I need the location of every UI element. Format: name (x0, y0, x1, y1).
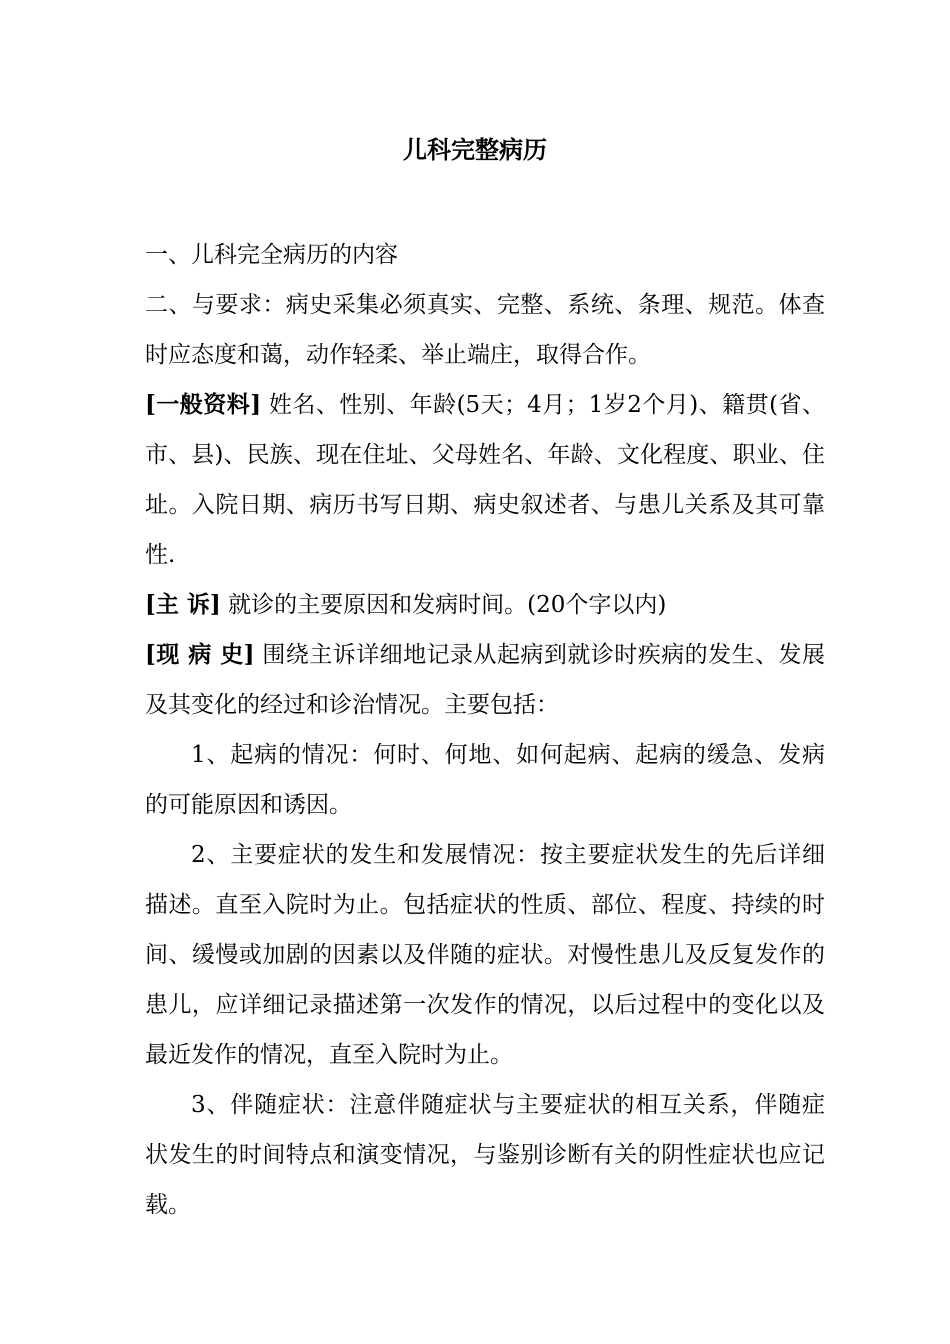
general-info-label: [一般资料] (145, 391, 262, 418)
present-illness-label: [现 病 史] (145, 641, 255, 668)
chief-complaint-label: [主 诉] (145, 591, 221, 618)
list-item-main-symptoms: 2、主要症状的发生和发展情况：按主要症状发生的先后详细描述。直至入院时为止。包括症状的性质、部位、程度、持续的时间、缓慢或加剧的因素以及伴随的症状。对慢性患儿及反复发作的患儿，应详细记录描述第一次发作的情况，以后过程中的变化以及最近发作的情况，直至入院时为止。 (145, 842, 825, 1068)
chief-complaint-paragraph (145, 580, 825, 630)
general-info-paragraph (145, 380, 825, 580)
present-illness-text: 围绕主诉详细地记录从起病到就诊时疾病的发生、发展及其变化的经过和诊治情况。主要包括： (145, 642, 825, 718)
document-title: 儿科完整病历 (403, 135, 547, 164)
present-illness-paragraph (145, 630, 825, 730)
section-requirements: 二、与要求：病史采集必须真实、完整、系统、条理、规范。体查时应态度和蔼，动作轻柔、举止端庄，取得合作。 (145, 292, 825, 368)
list-item-accompanying-symptoms: 3、伴随症状：注意伴随症状与主要症状的相互关系，伴随症状发生的时间特点和演变情况，与鉴别诊断有关的阴性症状也应记载。 (145, 1092, 825, 1218)
document-body (145, 230, 825, 1230)
general-info-text: 姓名、性别、年龄(5天；4月；1岁2个月)、籍贯(省、市、县)、民族、现在住址、父母姓名、年龄、文化程度、职业、住址。入院日期、病历书写日期、病史叙述者、与患儿关系及其可靠性. (145, 392, 826, 568)
chief-complaint-text: 就诊的主要原因和发病时间。(20个字以内) (220, 592, 667, 618)
section-heading-content: 一、儿科完全病历的内容 (145, 242, 398, 268)
list-item-onset: 1、起病的情况：何时、何地、如何起病、起病的缓急、发病的可能原因和诱因。 (145, 742, 825, 818)
